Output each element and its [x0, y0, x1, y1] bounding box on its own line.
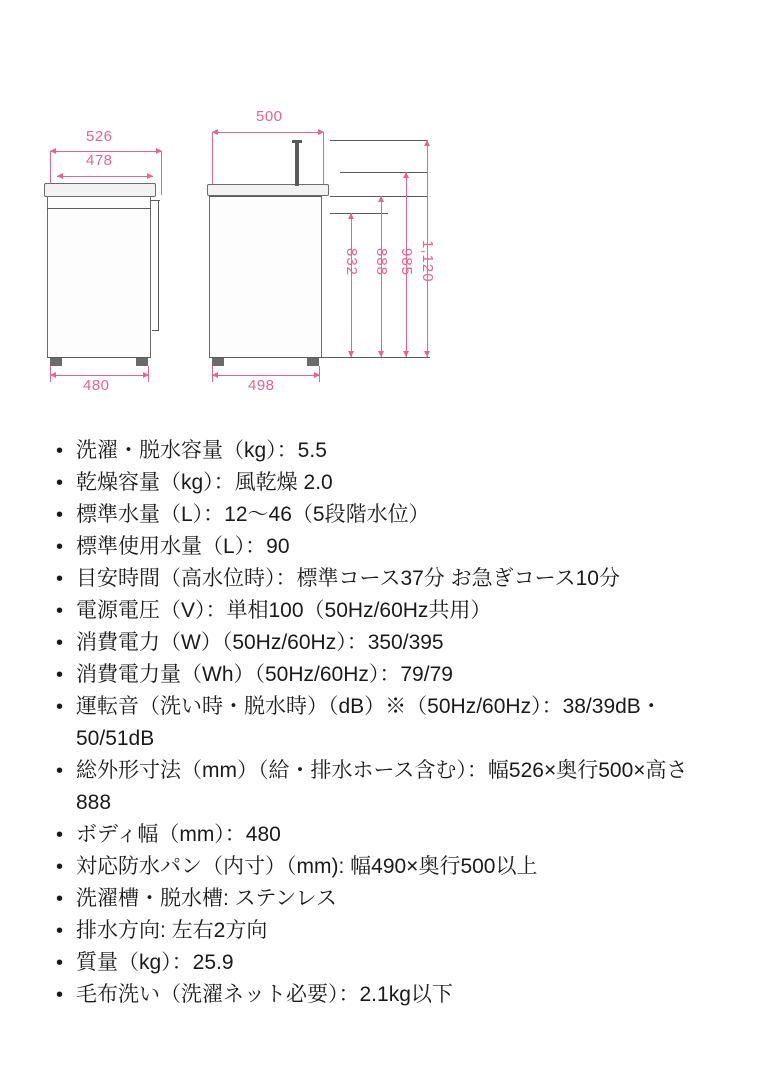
dim-height-832: 832 — [343, 248, 360, 277]
dim-arrow-985-top — [403, 172, 409, 178]
dim-arrow-498-left — [212, 372, 218, 378]
washer-front-hose — [158, 200, 159, 330]
dim-side-depth-top: 500 — [256, 108, 283, 125]
dim-height-985: 985 — [398, 248, 415, 277]
washer-front-panel-line — [47, 208, 151, 209]
leader-top-985 — [340, 172, 428, 173]
list-item: • 乾燥容量（kg）：風乾燥 2.0 — [56, 467, 758, 499]
leader-base — [322, 357, 430, 358]
dim-arrow-1120-top — [424, 140, 430, 146]
list-item: • 毛布洗い（洗濯ネット必要）：2.1kg以下 — [56, 979, 758, 1011]
dim-arrow-832-top — [348, 213, 354, 219]
washer-front-hose-bottom — [152, 330, 159, 331]
washer-side-standpipe-cap — [292, 140, 302, 143]
list-item: • 質量（kg）：25.9 — [56, 947, 758, 979]
dim-ext-500-right — [323, 132, 324, 188]
dim-front-bottom-width: 480 — [83, 377, 110, 394]
list-item: • 対応防水パン（内寸）（mm): 幅490×奥行500以上 — [56, 851, 758, 883]
dim-arrow-478-right — [147, 173, 153, 179]
dim-arrow-1120-bottom — [424, 351, 430, 357]
list-item: • 電源電圧（V）：単相100（50Hz/60Hz共用） — [56, 595, 758, 627]
dim-line-478 — [57, 176, 153, 177]
dim-front-width-outer: 526 — [86, 128, 113, 145]
list-item: • 消費電力（W）（50Hz/60Hz）：350/395 — [56, 627, 758, 659]
specification-list — [0, 435, 758, 1011]
dim-line-480 — [50, 375, 149, 376]
washer-front-lid — [44, 183, 156, 197]
dim-arrow-480-right — [143, 372, 149, 378]
washer-side-base — [209, 357, 322, 358]
specification-section — [0, 435, 758, 1011]
dim-line-500 — [212, 132, 324, 133]
dim-height-1120: 1,120 — [419, 240, 436, 283]
list-item: • 洗濯槽・脱水槽: ステンレス — [56, 883, 758, 915]
dim-ext-500-left — [212, 132, 213, 188]
dim-arrow-478-left — [57, 173, 63, 179]
washer-side-top-line — [209, 196, 322, 197]
list-item: • 消費電力量（Wh）（50Hz/60Hz）：79/79 — [56, 659, 758, 691]
list-item: • 目安時間（高水位時）：標準コース37分 お急ぎコース10分 — [56, 563, 758, 595]
washer-front-body — [47, 196, 151, 358]
dim-arrow-832-bottom — [348, 351, 354, 357]
list-item: • 標準水量（L）：12〜46（5段階水位） — [56, 499, 758, 531]
dim-side-bottom-depth: 498 — [248, 377, 275, 394]
washer-front-foot-left — [50, 358, 62, 366]
dim-arrow-888-bottom — [378, 351, 384, 357]
dim-arrow-888-top — [378, 196, 384, 202]
dimension-diagram — [0, 0, 758, 410]
dim-front-width-inner: 478 — [86, 152, 113, 169]
washer-front-base — [47, 357, 151, 358]
dim-line-498 — [212, 375, 320, 376]
list-item: • 運転音（洗い時・脱水時）（dB）※（50Hz/60Hz）：38/39dB・50/51dB — [56, 691, 758, 755]
washer-side-body — [209, 195, 322, 358]
dim-line-888 — [381, 196, 382, 357]
list-item: • 総外形寸法（mm）（給・排水ホース含む）：幅526×奥行500×高さ888 — [56, 755, 758, 819]
dim-arrow-498-right — [314, 372, 320, 378]
list-item: • 標準使用水量（L）：90 — [56, 531, 758, 563]
leader-top-1120 — [330, 140, 428, 141]
washer-side-standpipe — [295, 142, 299, 186]
dim-height-888: 888 — [373, 248, 390, 277]
leader-top-832 — [330, 213, 388, 214]
dim-ext-526-right — [161, 151, 162, 195]
dim-line-832 — [351, 213, 352, 357]
dim-arrow-480-left — [50, 372, 56, 378]
list-item: • 洗濯・脱水容量（kg）：5.5 — [56, 435, 758, 467]
washer-side-foot-right — [307, 358, 319, 366]
dim-arrow-985-bottom — [403, 351, 409, 357]
washer-front-foot-right — [136, 358, 148, 366]
list-item: • ボディ幅（mm）：480 — [56, 819, 758, 851]
washer-side-foot-left — [212, 358, 224, 366]
list-item: • 排水方向: 左右2方向 — [56, 915, 758, 947]
